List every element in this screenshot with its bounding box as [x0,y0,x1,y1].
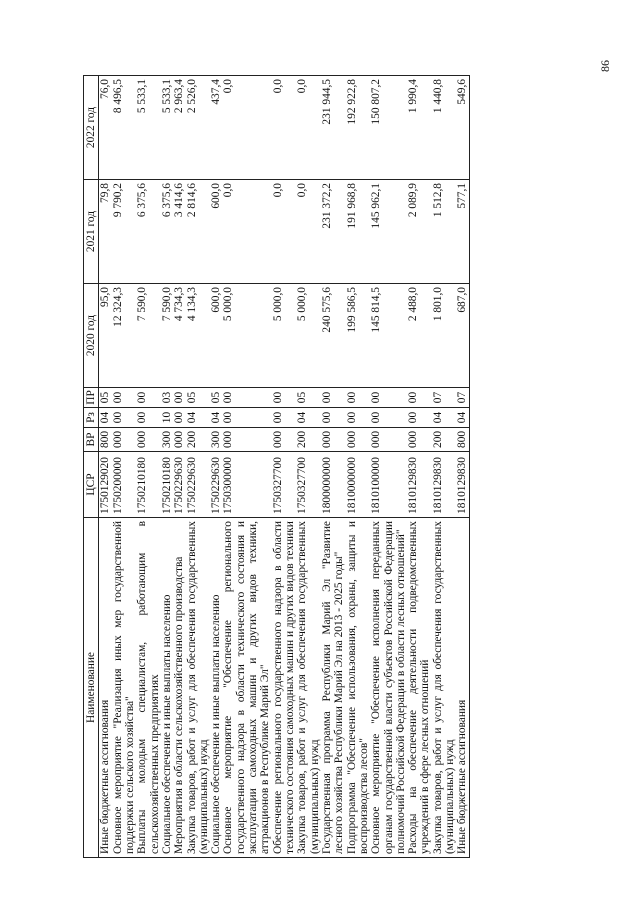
header-2021: 2021 год [84,180,99,284]
cell-rz: 00 [346,408,371,428]
cell-csr: 1750300000 [222,452,271,518]
cell-pr: 05 [186,388,211,408]
cell-2020: 1 801,0 [432,284,457,388]
cell-2020: 240 575,6 [321,284,346,388]
cell-name: Расходы на обеспечение деятельности подведомственных учреждений в сфере лесных отношений [407,518,432,858]
cell-2020: 5 000,0 [272,284,297,388]
cell-vr: 000 [346,428,371,452]
cell-csr: 1750129020 [99,452,112,518]
cell-vr: 300 [161,428,173,452]
cell-rz: 04 [296,408,321,428]
cell-2021: 600,0 [210,180,222,284]
cell-2022: 0,0 [272,76,297,180]
cell-name: Закупка товаров, работ и услуг для обеспечения государственных (муниципальных) нужд [432,518,457,858]
cell-2020: 7 590,0 [136,284,161,388]
table-row [272,76,297,858]
header-pr: ПР [84,388,99,408]
header-name: Наименование [84,518,99,858]
cell-name: Закупка товаров, работ и услуг для обеспечения государственных (муниципальных) нужд [186,518,211,858]
header-vr: ВР [84,428,99,452]
cell-name: Мероприятия в области сельскохозяйственного производства [173,518,185,858]
cell-2021: 2 089,9 [407,180,432,284]
cell-2021: 6 375,6 [161,180,173,284]
cell-csr: 1810129830 [456,452,469,518]
table-row [346,76,371,858]
table-row [432,76,457,858]
table-row [161,76,173,858]
cell-csr: 1750200000 [112,452,137,518]
table-row [456,76,469,858]
cell-pr: 00 [112,388,137,408]
cell-name: Иные бюджетные ассигнования [99,518,112,858]
table-row [296,76,321,858]
cell-vr: 000 [272,428,297,452]
header-rz: Рз [84,408,99,428]
cell-pr: 07 [432,388,457,408]
cell-2022: 192 922,8 [346,76,371,180]
cell-2021: 0,0 [296,180,321,284]
cell-2020: 5 000,0 [222,284,271,388]
cell-csr: 1750327700 [296,452,321,518]
cell-name: Социальное обеспечение и иные выплаты населению [210,518,222,858]
cell-rz: 00 [222,408,271,428]
cell-2020: 145 814,5 [370,284,407,388]
header-2022: 2022 год [84,76,99,180]
cell-pr: 00 [136,388,161,408]
cell-name: Основное мероприятие "Реализация иных мер государственной поддержки сельского хозяйства" [112,518,137,858]
cell-2021: 2 814,6 [186,180,211,284]
cell-vr: 000 [370,428,407,452]
cell-pr: 05 [210,388,222,408]
table-body [99,76,469,858]
cell-pr: 05 [99,388,112,408]
cell-csr: 1750229630 [210,452,222,518]
cell-2022: 76,0 [99,76,112,180]
cell-pr: 05 [296,388,321,408]
cell-name: Подпрограмма "Обеспечение использования, охраны, защиты и воспроизводства лесов" [346,518,371,858]
cell-2022: 2 963,4 [173,76,185,180]
cell-vr: 000 [136,428,161,452]
cell-csr: 1800000000 [321,452,346,518]
cell-vr: 000 [112,428,137,452]
cell-name: Выплаты молодым специалистам, работающим в сельскохозяйственных предприятиях [136,518,161,858]
cell-2022: 1 990,4 [407,76,432,180]
cell-rz: 04 [432,408,457,428]
cell-rz: 00 [321,408,346,428]
cell-2021: 0,0 [222,180,271,284]
cell-name: Закупка товаров, работ и услуг для обеспечения государственных (муниципальных) нужд [296,518,321,858]
table-row [173,76,185,858]
cell-vr: 000 [222,428,271,452]
cell-pr: 03 [161,388,173,408]
cell-rz: 04 [210,408,222,428]
table-row [321,76,346,858]
cell-rz: 04 [456,408,469,428]
cell-2020: 7 590,0 [161,284,173,388]
table-row [407,76,432,858]
budget-table [83,75,470,858]
cell-rz: 00 [136,408,161,428]
header-csr: ЦСР [84,452,99,518]
cell-2021: 0,0 [272,180,297,284]
cell-csr: 1750229630 [186,452,211,518]
cell-2022: 437,4 [210,76,222,180]
cell-rz: 04 [186,408,211,428]
cell-2022: 1 440,8 [432,76,457,180]
cell-2022: 8 496,5 [112,76,137,180]
cell-2020: 95,0 [99,284,112,388]
cell-pr: 07 [456,388,469,408]
table-row [222,76,271,858]
cell-csr: 1810129830 [432,452,457,518]
cell-vr: 200 [432,428,457,452]
cell-2022: 5 533,1 [136,76,161,180]
cell-vr: 800 [456,428,469,452]
cell-vr: 200 [186,428,211,452]
cell-2020: 2 488,0 [407,284,432,388]
cell-2020: 4 734,3 [173,284,185,388]
cell-pr: 00 [346,388,371,408]
cell-vr: 000 [173,428,185,452]
cell-name: Основное мероприятие "Обеспечение исполнения переданных органам государственной власти субъектов Российской Федерации полномочий Российской Федерации в области лесных отношений" [370,518,407,858]
cell-2020: 687,0 [456,284,469,388]
cell-2021: 231 372,2 [321,180,346,284]
cell-2020: 600,0 [210,284,222,388]
cell-name: Социальное обеспечение и иные выплаты населению [161,518,173,858]
cell-csr: 1750210180 [161,452,173,518]
cell-vr: 000 [407,428,432,452]
cell-rz: 00 [112,408,137,428]
table-header-row [84,76,99,858]
cell-2020: 5 000,0 [296,284,321,388]
cell-name: Основное мероприятие "Обеспечение регионального государственного надзора в области технического состояния и эксплуатации самоходных машин и других видов техники, аттракционов в Республике Марий Эл" [222,518,271,858]
table-row [210,76,222,858]
cell-rz: 10 [161,408,173,428]
cell-2020: 12 324,3 [112,284,137,388]
cell-2022: 0,0 [296,76,321,180]
table-row [186,76,211,858]
cell-2021: 79,8 [99,180,112,284]
cell-vr: 800 [99,428,112,452]
cell-2020: 4 134,3 [186,284,211,388]
cell-csr: 1750210180 [136,452,161,518]
table-row [99,76,112,858]
header-2020: 2020 год [84,284,99,388]
cell-csr: 1810129830 [407,452,432,518]
cell-2021: 9 790,2 [112,180,137,284]
cell-pr: 00 [272,388,297,408]
cell-2021: 191 968,8 [346,180,371,284]
page-number: 86 [598,60,612,72]
cell-2022: 150 807,2 [370,76,407,180]
cell-2022: 5 533,1 [161,76,173,180]
cell-2021: 145 962,1 [370,180,407,284]
cell-2021: 6 375,6 [136,180,161,284]
cell-rz: 00 [272,408,297,428]
cell-2022: 2 526,0 [186,76,211,180]
cell-vr: 000 [321,428,346,452]
cell-pr: 00 [407,388,432,408]
cell-rz: 00 [173,408,185,428]
cell-rz: 04 [99,408,112,428]
cell-csr: 1810100000 [370,452,407,518]
cell-2022: 0,0 [222,76,271,180]
cell-pr: 00 [370,388,407,408]
cell-pr: 00 [173,388,185,408]
table-row [112,76,137,858]
cell-2022: 231 944,5 [321,76,346,180]
cell-name: Обеспечение регионального государственного надзора в области технического состояния самоходных машин и других видов техники [272,518,297,858]
cell-vr: 300 [210,428,222,452]
cell-name: Государственная программа Республики Марий Эл "Развитие лесного хозяйства Республики Марий Эл на 2013 - 2025 годы" [321,518,346,858]
cell-rz: 00 [370,408,407,428]
cell-2021: 3 414,6 [173,180,185,284]
cell-pr: 00 [222,388,271,408]
cell-pr: 00 [321,388,346,408]
cell-vr: 200 [296,428,321,452]
cell-name: Иные бюджетные ассигнования [456,518,469,858]
budget-table-area [83,76,595,858]
cell-rz: 00 [407,408,432,428]
cell-csr: 1810000000 [346,452,371,518]
cell-2021: 577,1 [456,180,469,284]
table-row [370,76,407,858]
cell-csr: 1750327700 [272,452,297,518]
cell-2021: 1 512,8 [432,180,457,284]
cell-2020: 199 586,5 [346,284,371,388]
table-row [136,76,161,858]
cell-2022: 549,6 [456,76,469,180]
cell-csr: 1750229630 [173,452,185,518]
